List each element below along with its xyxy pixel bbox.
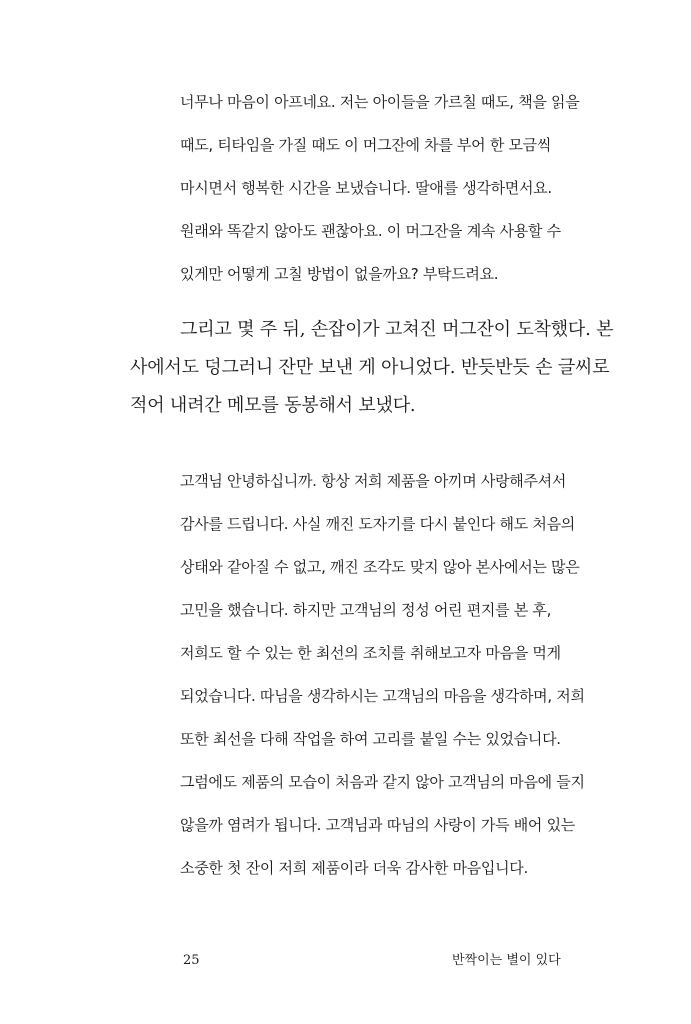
letter-line: 상태와 같아질 수 없고, 깨진 조각도 맞지 않아 본사에서는 많은 — [180, 558, 580, 576]
letter-line: 때도, 티타임을 가질 때도 이 머그잔에 차를 부어 한 모금씩 — [180, 136, 552, 154]
letter-line: 그럼에도 제품의 모습이 처음과 같지 않아 고객님의 마음에 들지 — [180, 773, 585, 791]
letter-line: 않을까 염려가 됩니다. 고객님과 따님의 사랑이 가득 배어 있는 — [180, 816, 575, 834]
letter-line: 원래와 똑같지 않아도 괜찮아요. 이 머그잔을 계속 사용할 수 — [180, 222, 561, 240]
page-number: 25 — [183, 953, 200, 968]
letter-line: 저희도 할 수 있는 한 최선의 조치를 취해보고자 마음을 먹게 — [180, 644, 561, 662]
body-line: 적어 내려간 메모를 동봉해서 보냈다. — [130, 395, 416, 416]
running-title: 반짝이는 별이 있다 — [452, 953, 561, 968]
body-line: 그리고 몇 주 뒤, 손잡이가 고쳐진 머그잔이 도착했다. 본 — [180, 319, 614, 340]
letter-line: 고민을 했습니다. 하지만 고객님의 정성 어린 편지를 본 후, — [180, 601, 552, 619]
letter-line: 또한 최선을 다해 작업을 하여 고리를 붙일 수는 있었습니다. — [180, 730, 561, 748]
letter-line: 소중한 첫 잔이 저희 제품이라 더욱 감사한 마음입니다. — [180, 859, 528, 877]
letter-line: 고객님 안녕하십니까. 항상 저희 제품을 아끼며 사랑해주셔서 — [180, 472, 567, 490]
letter-line: 되었습니다. 따님을 생각하시는 고객님의 마음을 생각하며, 저희 — [180, 687, 585, 705]
letter-line: 있게만 어떻게 고칠 방법이 없을까요? 부탁드려요. — [180, 265, 499, 283]
letter-line: 마시면서 행복한 시간을 보냈습니다. 딸애를 생각하면서요. — [180, 179, 552, 197]
body-line: 사에서도 덩그러니 잔만 보낸 게 아니었다. 반듯반듯 손 글씨로 — [130, 357, 610, 378]
letter-line: 너무나 마음이 아프네요. 저는 아이들을 가르칠 때도, 책을 읽을 — [180, 93, 580, 111]
letter-line: 감사를 드립니다. 사실 깨진 도자기를 다시 붙인다 해도 처음의 — [180, 515, 575, 533]
